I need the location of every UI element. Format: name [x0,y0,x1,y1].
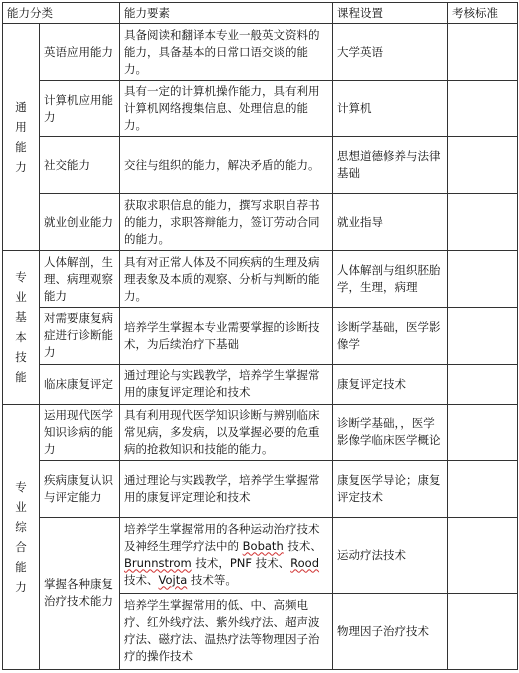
requirement-cell: 培养学生掌握常用的各种运动治疗技术及神经生理学疗法中的 Bobath 技术、Brunnstrom 技术，PNF 技术、Rood 技术、Vojta 技术等。 [120,517,333,593]
header-course: 课程设置 [333,3,448,24]
course-cell: 康复评定技术 [333,364,448,404]
requirement-cell: 培养学生掌握本专业需要掌握的诊断技术，为后续治疗下基础 [120,308,333,364]
course-cell: 思想道德修养与法律基础 [333,137,448,194]
category-cell: 专业基本技能 [3,251,40,404]
table-row [3,308,518,364]
ability-cell: 社交能力 [40,137,120,194]
table-row [3,251,518,308]
category-cell: 专业综合能力 [3,404,40,669]
standard-cell [448,308,518,364]
standard-cell [448,251,518,308]
header-standard: 考核标准 [448,3,518,24]
standard-cell [448,24,518,81]
requirement-cell: 具有对正常人体及不同疾病的生理及病理表象及本质的观察、分析与判断的能力。 [120,251,333,308]
ability-cell: 英语应用能力 [40,24,120,81]
table-row [3,24,518,81]
standard-cell [448,460,518,517]
ability-cell: 掌握各种康复治疗技术能力 [40,517,120,669]
requirement-cell: 具备阅读和翻译本专业一般英文资料的能力，具备基本的日常口语交谈的能力。 [120,24,333,81]
ability-cell: 对需要康复病症进行诊断能力 [40,308,120,364]
requirement-cell: 获取求职信息的能力，撰写求职自荐书的能力，求职答辩能力，签订劳动合同的能力。 [120,194,333,251]
course-cell: 就业指导 [333,194,448,251]
course-cell: 大学英语 [333,24,448,81]
requirement-cell: 培养学生掌握常用的低、中、高频电疗、红外线疗法、紫外线疗法、超声波疗法、磁疗法、温热疗法等物理因子治疗的操作技术 [120,593,333,669]
standard-cell [448,364,518,404]
ability-cell: 运用现代医学知识诊病的能力 [40,404,120,460]
header-row [3,3,518,24]
ability-cell: 临床康复评定 [40,364,120,404]
table-row [3,137,518,194]
curriculum-table [2,2,518,670]
table-row [3,460,518,517]
header-requirement: 能力要素 [120,3,333,24]
standard-cell [448,194,518,251]
ability-cell: 人体解剖，生理、病理观察能力 [40,251,120,308]
ability-cell: 计算机应用能力 [40,81,120,137]
table-row [3,364,518,404]
course-cell: 诊断学基础，医学影像学 [333,308,448,364]
course-cell: 诊断学基础，，医学影像学临床医学概论 [333,404,448,460]
course-cell: 计算机 [333,81,448,137]
course-cell: 物理因子治疗技术 [333,593,448,669]
table-row [3,81,518,137]
ability-cell: 就业创业能力 [40,194,120,251]
standard-cell [448,137,518,194]
requirement-cell: 具有一定的计算机操作能力，具有利用计算机网络搜集信息、处理信息的能力。 [120,81,333,137]
table-row [3,404,518,460]
requirement-cell: 交往与组织的能力，解决矛盾的能力。 [120,137,333,194]
requirement-cell: 具有利用现代医学知识诊断与辨别临床常见病，多发病，以及掌握必要的危重病的抢救知识和技能的能力。 [120,404,333,460]
requirement-cell: 通过理论与实践教学，培养学生掌握常用的康复评定理论和技术 [120,364,333,404]
course-cell: 人体解剖与组织胚胎学，生理，病理 [333,251,448,308]
header-category: 能力分类 [3,3,120,24]
standard-cell [448,593,518,669]
standard-cell [448,517,518,593]
requirement-cell: 通过理论与实践教学，培养学生掌握常用的康复评定理论和技术 [120,460,333,517]
ability-cell: 疾病康复认识与评定能力 [40,460,120,517]
category-cell: 通用能力 [3,24,40,251]
course-cell: 康复医学导论；康复评定技术 [333,460,448,517]
table-row [3,517,518,593]
course-cell: 运动疗法技术 [333,517,448,593]
table-row [3,194,518,251]
standard-cell [448,404,518,460]
standard-cell [448,81,518,137]
